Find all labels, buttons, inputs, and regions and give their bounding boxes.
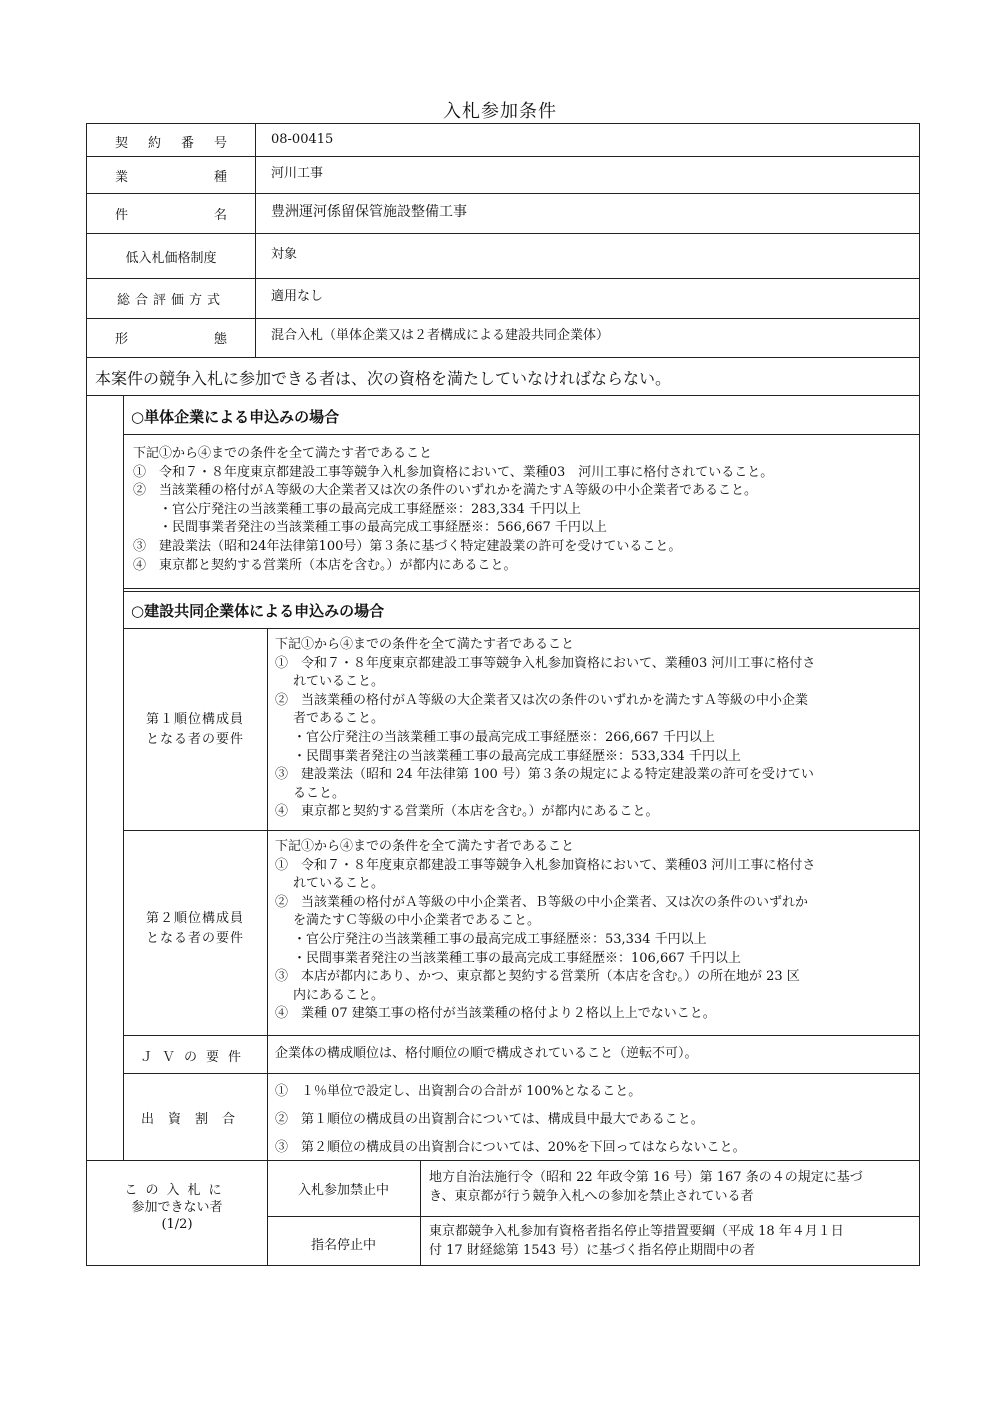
conditions-table xyxy=(86,123,920,1266)
label-low-bid-system: 低入札価格制度 xyxy=(125,251,217,266)
second-member-conditions: 下記①から④までの条件を全て満たす者であること ① 令和７・８年度東京都建設工事等競争入札参加資格において、業種03 河川工事に格付さ れていること。 ② 当該業種の格付がＡ等級の中小企業者、Ｂ等級の中小企業者、又は次の条件のいずれか を満たすＣ等級の中小企業者であること。 ・官公庁発注の当該業種工事の最高完成工事経歴※：53,334 千円以上 ・民間事業者発注の当該業種工事の最高完成工事経歴※：106,667 千円以上 ③ 本店が都内にあり、かつ、東京都と契約する営業所（本店を含む。）の所在地が 23 区 内にあること。 ④ 業種 07 建築工事の格付が当該業種の格付より２格以上上でないこと。 xyxy=(275,839,816,1022)
jv-requirement-value: 企業体の構成順位は、格付順位の順で構成されていること（逆転不可）。 xyxy=(275,1046,698,1061)
contract-number: 08-00415 xyxy=(271,132,334,147)
industry-value: 河川工事 xyxy=(271,166,324,181)
evaluation-method-value: 適用なし xyxy=(271,289,324,304)
jv-heading: ○建設共同企業体による申込みの場合 xyxy=(131,602,385,620)
first-member-label: 第１順位構成員 となる者の要件 xyxy=(145,712,244,747)
first-member-conditions: 下記①から④までの条件を全て満たす者であること ① 令和７・８年度東京都建設工事等競争入札参加資格において、業種03 河川工事に格付さ れていること。 ② 当該業種の格付がＡ等級の大企業者又は次の条件のいずれかを満たすＡ等級の中小企業 者であること。 ・官公庁発注の当該業種工事の最高完成工事経歴※：266,667 千円以上 ・民間事業者発注の当該業種工事の最高完成工事経歴※：533,334 千円以上 ③ 建設業法（昭和 24 年法律第 100 号）第３条の規定による特定建設業の許可を受けてい ること。 ④ 東京都と契約する営業所（本店を含む。）が都内にあること。 xyxy=(275,637,816,820)
ratio-label: 出資割合 xyxy=(140,1112,249,1127)
jv-requirement-label: ＪＶの要件 xyxy=(139,1050,250,1065)
excluded-item-bid-ban-desc: 地方自治法施行令（昭和 22 年政令第 16 号）第 167 条の４の規定に基づ き、東京都が行う競争入札への参加を禁止されている者 xyxy=(429,1170,863,1204)
label-form: 形 態 xyxy=(115,332,227,347)
second-member-label: 第２順位構成員 となる者の要件 xyxy=(145,911,244,946)
subject-value: 豊洲運河係留保管施設整備工事 xyxy=(271,204,467,220)
excluded-item-suspension: 指名停止中 xyxy=(310,1238,376,1253)
intro-text: 本案件の競争入札に参加できる者は、次の資格を満たしていなければならない。 xyxy=(95,369,672,388)
single-heading: ○単体企業による申込みの場合 xyxy=(131,408,340,426)
label-evaluation-method: 総合評価方式 xyxy=(116,293,225,308)
low-bid-system-value: 対象 xyxy=(271,247,298,262)
form-value: 混合入札（単体企業又は２者構成による建設共同企業体） xyxy=(271,328,610,343)
excluded-label: この入札に 参加できない者 (1/2) xyxy=(124,1183,230,1232)
excluded-item-bid-ban: 入札参加禁止中 xyxy=(297,1183,389,1198)
ratio-conditions: ① １％単位で設定し、出資割合の合計が 100%となること。 ② 第１順位の構成員の出資割合については、構成員中最大であること。 ③ 第２順位の構成員の出資割合については、20%を下回ってはならないこと。 xyxy=(275,1084,746,1155)
excluded-item-suspension-desc: 東京都競争入札参加有資格者指名停止等措置要綱（平成 18 年４月１日 付 17 財経総第 1543 号）に基づく指名停止期間中の者 xyxy=(429,1224,844,1258)
label-subject: 件 名 xyxy=(115,208,227,223)
label-contract-number: 契 約 番 号 xyxy=(115,136,227,151)
single-conditions: 下記①から④までの条件を全て満たす者であること ① 令和７・８年度東京都建設工事等競争入札参加資格において、業種03 河川工事に格付されていること。 ② 当該業種の格付がＡ等級の大企業者又は次の条件のいずれかを満たすＡ等級の中小企業者であること。 ・官公庁発注の当該業種工事の最高完成工事経歴※：283,334 千円以上 ・民間事業者発注の当該業種工事の最高完成工事経歴※：566,667 千円以上 ③ 建設業法（昭和24年法律第100号）第３条に基づく特定建設業の許可を受けていること。 ④ 東京都と契約する営業所（本店を含む。）が都内にあること。 xyxy=(133,446,774,573)
page-title: 入札参加条件 xyxy=(443,101,557,122)
label-industry: 業 種 xyxy=(115,170,227,185)
